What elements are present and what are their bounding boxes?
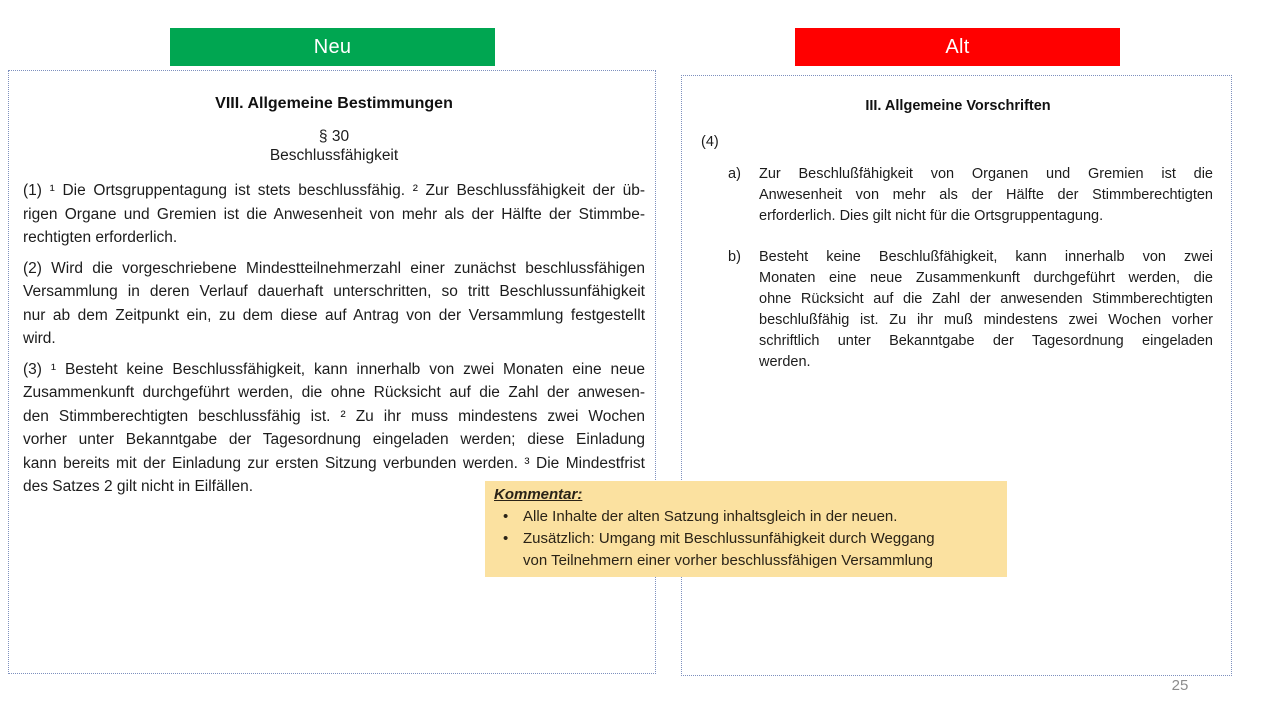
old-item-b	[701, 247, 1215, 373]
comment-title: Kommentar:	[494, 486, 583, 503]
new-paragraph-1: (1) ¹ Die Ortsgruppentagung ist stets beschlussfähig. ² Zur Beschlussfähigkeit der üb- rigen Organe und Gremien ist die Anwesenheit von mehr als der Hälfte der Stimmbe- rechtigten erforderlich.	[23, 182, 645, 246]
label-neu	[170, 28, 495, 66]
new-section-title: VIII. Allgemeine Bestimmungen	[215, 95, 453, 112]
page-number: 25	[1171, 677, 1189, 694]
new-paragraph-2: (2) Wird die vorgeschriebene Mindestteilnehmerzahl einer zunächst beschlussfähigen Versammlung in deren Verlauf dauerhaft unterschritten, so tritt Beschlussunfähigkeit nur ab dem Zeitpunkt ein, zu dem diese auf Antrag von der Versammlung festgestellt wird.	[23, 259, 645, 347]
bullet-icon: •	[503, 508, 509, 525]
old-item-a-text: Zur Beschlußfähigkeit von Organen und Gremien ist die Anwesenheit von mehr als der Hälfte der Stimmberechtigten erforderlich. Dies gilt nicht für die Ortsgruppentagung.	[759, 166, 1213, 224]
new-paragraph-heading	[23, 128, 645, 165]
old-item-b-text: Besteht keine Beschlußfähigkeit, kann innerhalb von zwei Monaten eine neue Zusammenkunft durchgeführt werden, die ohne Rücksicht auf die Zahl der anwesenden Stimmberechtigten beschlußfähig ist. Zu ihr muß mindestens zwei Wochen vorher schriftlich unter Bekanntgabe der Tagesordnung eingeladen werden.	[759, 249, 1213, 370]
comment-bullet-1	[494, 506, 997, 528]
label-alt-text: Alt	[945, 35, 970, 58]
old-item-a-label: a)	[728, 166, 741, 182]
new-paragraph-title: Beschlussfähigkeit	[269, 146, 399, 164]
old-clause-number: (4)	[701, 134, 719, 150]
comment-bullet-2	[494, 528, 997, 572]
label-alt	[795, 28, 1120, 66]
new-paragraph-number: § 30	[318, 128, 350, 145]
comment-bullet-2-text: Zusätzlich: Umgang mit Beschlussunfähigkeit durch Weggang von Teilnehmern einer vorher beschlussfähigen Versammlung	[523, 530, 935, 569]
comment-box	[485, 481, 1007, 577]
bullet-icon: •	[503, 530, 509, 547]
old-item-b-label: b)	[728, 249, 741, 265]
comment-bullet-1-text: Alle Inhalte der alten Satzung inhaltsgleich in der neuen.	[523, 508, 898, 525]
panel-old-statute	[681, 75, 1232, 676]
old-item-a	[701, 164, 1215, 227]
panel-new-statute	[8, 70, 656, 674]
new-paragraph-3: (3) ¹ Besteht keine Beschlussfähigkeit, kann innerhalb von zwei Monaten eine neue Zusammenkunft durchgeführt werden, die ohne Rücksicht auf die Zahl der anwesen- den Stimmberechtigten beschlussfähig ist. ² Zu ihr muss mindestens zwei Wochen vorher unter Bekanntgabe der Tagesordnung eingeladen werden; diese Einladung kann bereits mit der Einladung zur ersten Sitzung verbunden werden. ³ Die Mindestfrist des Satzes 2 gilt nicht in Eilfällen.	[23, 360, 645, 495]
old-section-title: III. Allgemeine Vorschriften	[865, 98, 1051, 114]
label-neu-text: Neu	[313, 35, 352, 58]
